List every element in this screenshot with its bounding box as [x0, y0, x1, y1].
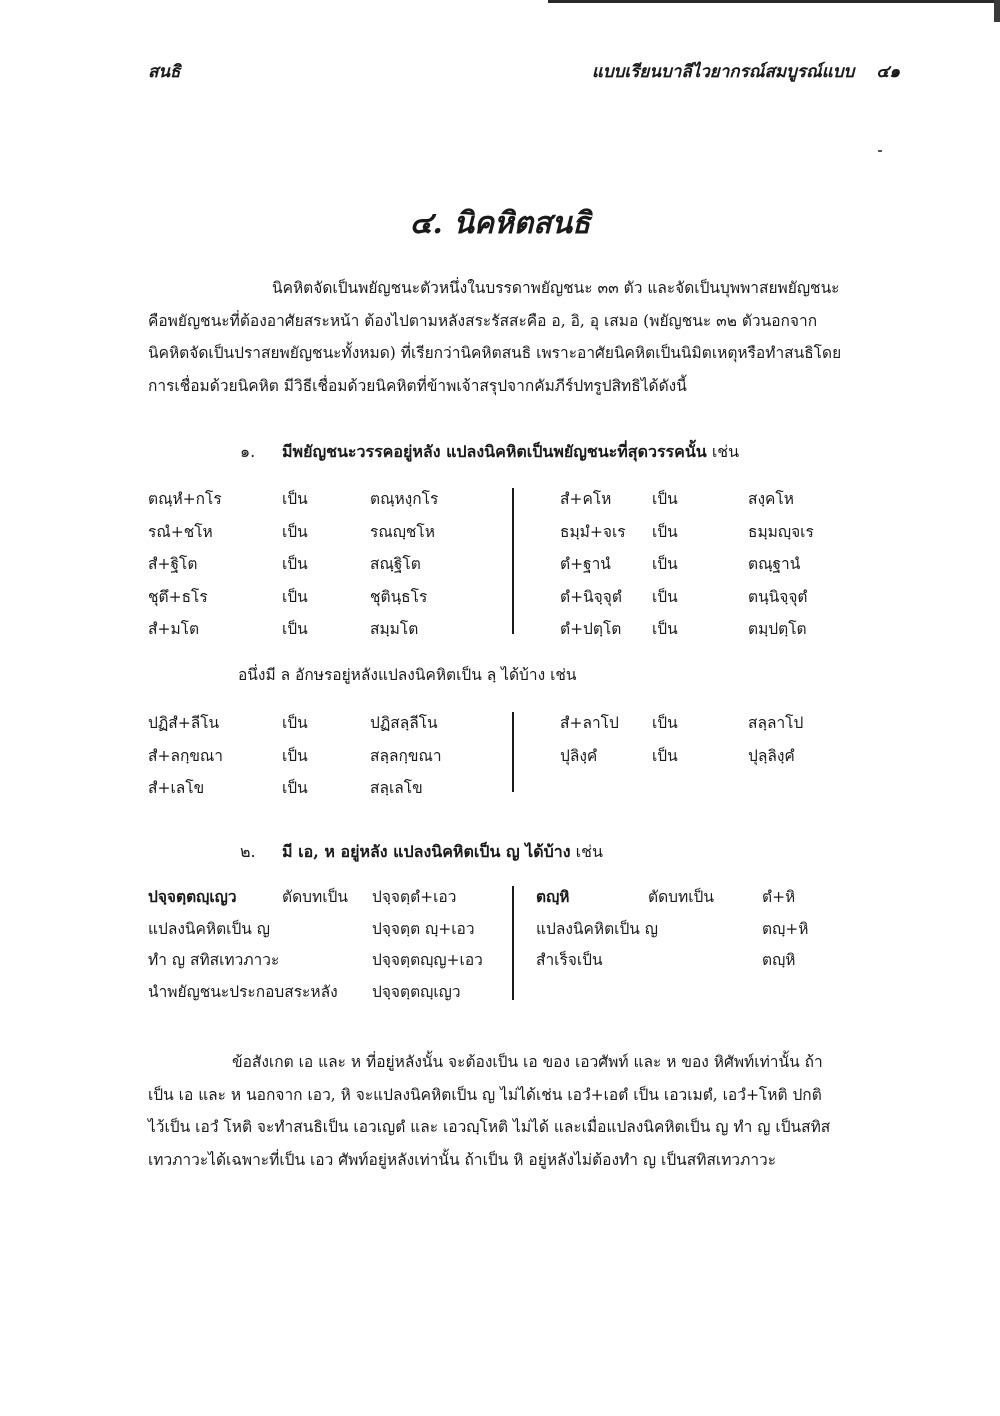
- example-cell: ปฏิสํ+ลีโน: [148, 714, 220, 732]
- example-cell: สํ+ฐิโต: [148, 555, 198, 573]
- example-cell: เป็น: [282, 779, 308, 797]
- intro-line: นิคหิตจัดเป็นปราสยพยัญชนะทั้งหมด) ที่เรียกว่านิคหิตสนธิ เพราะอาศัยนิคหิตเป็นนิมิตเหตุหรือทำสนธิโดย: [148, 344, 842, 362]
- example-cell: ตัดบทเป็น: [282, 888, 348, 906]
- example-row: [0, 743, 1000, 767]
- scan-edge-mark: [994, 0, 1000, 22]
- observation-line: ข้อสังเกต เอ และ ห ที่อยู่หลังนั้น จะต้องเป็น เอ ของ เอวศัพท์ และ ห ของ หิศัพท์เท่านั้น ถ้า: [232, 1053, 823, 1071]
- example-cell: ตนฺนิจฺจุตํ: [748, 587, 808, 606]
- column-divider: [512, 886, 514, 1000]
- example-cell: ตํ+นิจฺจุตํ: [560, 587, 622, 606]
- example-row: [0, 551, 1000, 575]
- column-divider: [512, 712, 514, 792]
- example-row: [0, 519, 1000, 543]
- example-cell: สำเร็จเป็น: [536, 951, 603, 969]
- rule-number: ๑.: [240, 442, 256, 461]
- example-cell: สํ+ลาโป: [560, 714, 619, 732]
- intro-line: คือพยัญชนะที่ต้องอาศัยสระหน้า ต้องไปตามหลังสระรัสสะคือ อ, อิ, อุ เสมอ (พยัญชนะ ๓๒ ตัวนอกจาก: [148, 311, 818, 330]
- example-cell: สงฺคโห: [748, 490, 794, 508]
- example-cell: เป็น: [652, 746, 678, 765]
- derivation-row-right: [0, 884, 1000, 908]
- rule-1-heading: [240, 440, 739, 465]
- intro-line: การเชื่อมด้วยนิคหิต มีวิธีเชื่อมด้วยนิคหิตที่ข้าพเจ้าสรุปจากคัมภีร์ปทรูปสิทธิได้ดังนี้: [148, 376, 687, 395]
- example-cell: ปจฺจตฺตญฺเญว: [148, 887, 237, 906]
- page-number: ๔๑: [876, 62, 900, 82]
- example-cell: นำพยัญชนะประกอบสระหลัง: [148, 982, 338, 1001]
- example-cell: เป็น: [282, 490, 308, 508]
- example-row: [0, 584, 1000, 608]
- intro-paragraph: [148, 272, 870, 402]
- example-cell: ธมฺมํ+จเร: [560, 522, 626, 541]
- example-cell: ทำ ญ สทิสเทวภาวะ: [148, 951, 280, 969]
- running-header-left: สนธิ: [148, 62, 181, 82]
- example-cell: เป็น: [652, 555, 678, 573]
- example-cell: ตญฺหิ: [762, 951, 796, 969]
- example-cell: ตํ+หิ: [762, 888, 796, 906]
- speck: [878, 150, 882, 152]
- example-cell: ตณฺหํ+กโร: [148, 490, 222, 508]
- example-cell: รณญฺชโห: [370, 522, 435, 541]
- example-cell: ปฏิสลฺลีโน: [370, 714, 438, 732]
- example-cell: แปลงนิคหิตเป็น ญ: [148, 919, 271, 938]
- observation-line: ไว้เป็น เอวํ โหติ จะทำสนธิเป็น เอวเญตํ และ เอวญฺโหติ ไม่ได้ และเมื่อแปลงนิคหิตเป็น ญ ทำ ญ เป็นสทิส: [148, 1118, 831, 1136]
- derivation-row-left: [0, 979, 1000, 1003]
- example-row: [0, 616, 1000, 640]
- example-cell: เป็น: [282, 714, 308, 732]
- example-cell: ตํ+ฐานํ: [560, 555, 611, 573]
- example-cell: ตํ+ปตฺโต: [560, 620, 622, 638]
- example-cell: ชุตินฺธโร: [370, 587, 428, 606]
- example-cell: สลฺลกฺขณา: [370, 746, 442, 765]
- example-cell: สลฺเลโข: [370, 779, 423, 797]
- example-cell: เป็น: [652, 714, 678, 732]
- example-cell: สํ+คโห: [560, 490, 612, 508]
- running-header-right: [592, 58, 900, 85]
- column-divider: [512, 488, 514, 634]
- example-cell: สํ+ลกฺขณา: [148, 746, 224, 765]
- rule-suffix: เช่น: [711, 442, 740, 461]
- example-cell: สณฺฐิโต: [370, 555, 421, 573]
- example-cell: ธมฺมญฺจเร: [748, 522, 814, 541]
- book-title: แบบเรียนบาลีไวยากรณ์สมบูรณ์แบบ: [591, 62, 855, 82]
- rule-2-heading: [240, 840, 603, 865]
- example-row: [0, 775, 1000, 799]
- example-cell: ตญฺหิ: [536, 887, 570, 906]
- rule-number: ๒.: [240, 842, 256, 861]
- rule-text: มีพยัญชนะวรรคอยู่หลัง แปลงนิคหิตเป็นพยัญชนะที่สุดวรรคนั้น: [282, 442, 707, 461]
- example-cell: เป็น: [282, 522, 308, 541]
- example-cell: เป็น: [282, 555, 308, 573]
- example-row: [0, 486, 1000, 510]
- rule-text: มี เอ, ห อยู่หลัง แปลงนิคหิตเป็น ญ ได้บ้าง: [282, 842, 571, 861]
- example-cell: ตัดบทเป็น: [648, 888, 714, 906]
- example-cell: ปุลิงฺคํ: [560, 746, 598, 765]
- example-cell: ตณฺฐานํ: [748, 555, 801, 573]
- example-cell: ปจฺจตฺตญฺเญว: [372, 982, 461, 1001]
- example-cell: สํ+เลโข: [148, 779, 205, 797]
- example-cell: เป็น: [652, 522, 678, 541]
- example-cell: ปจฺจตฺตญฺญ+เอว: [372, 951, 483, 969]
- example-cell: ตณฺหงฺกโร: [370, 490, 439, 508]
- example-cell: ตมฺปตฺโต: [748, 620, 807, 638]
- example-cell: สลฺลาโป: [748, 714, 804, 732]
- example-cell: เป็น: [652, 490, 678, 508]
- example-cell: ชุตึ+ธโร: [148, 587, 208, 606]
- derivation-row-right: [0, 916, 1000, 940]
- intro-line: นิคหิตจัดเป็นพยัญชนะตัวหนึ่งในบรรดาพยัญชนะ ๓๓ ตัว และจัดเป็นบุพพาสยพยัญชนะ: [272, 279, 840, 297]
- example-cell: เป็น: [652, 620, 678, 638]
- rule-suffix: เช่น: [575, 842, 603, 861]
- observation-line: เทวภาวะได้เฉพาะที่เป็น เอว ศัพท์อยู่หลังเท่านั้น ถ้าเป็น หิ อยู่หลังไม่ต้องทำ ญ เป็นสทิสเทวภาวะ: [148, 1150, 777, 1169]
- example-cell: ปจฺจตฺต ญฺ+เอว: [372, 919, 475, 938]
- example-cell: เป็น: [282, 587, 308, 606]
- scan-edge-bar: [548, 0, 1000, 3]
- example-cell: ปจฺจตฺตํ+เอว: [372, 888, 457, 906]
- example-cell: เป็น: [282, 620, 308, 638]
- example-cell: เป็น: [652, 587, 678, 606]
- example-cell: แปลงนิคหิตเป็น ญ: [536, 919, 659, 938]
- example-cell: สมฺมโต: [370, 620, 419, 638]
- example-row: [0, 710, 1000, 734]
- rule-1-sub-note: อนึ่งมี ล อักษรอยู่หลังแปลงนิคหิตเป็น ลฺ ได้บ้าง เช่น: [238, 666, 577, 684]
- example-cell: ปุลฺลิงฺคํ: [748, 746, 795, 765]
- observation-line: เป็น เอ และ ห นอกจาก เอว, หิ จะแปลงนิคหิตเป็น ญ ไม่ได้เช่น เอวํ+เอตํ เป็น เอวเมตํ, เอวํ+โหติ ปกติ: [148, 1085, 822, 1104]
- example-cell: เป็น: [282, 746, 308, 765]
- chapter-title: ๔. นิคหิตสนธิ: [409, 206, 591, 241]
- example-cell: สํ+มโต: [148, 620, 200, 638]
- example-cell: รณํ+ชโห: [148, 522, 213, 541]
- observation-paragraph: [148, 1046, 870, 1176]
- example-cell: ตญฺ+หิ: [762, 919, 809, 938]
- derivation-row-right: [0, 947, 1000, 971]
